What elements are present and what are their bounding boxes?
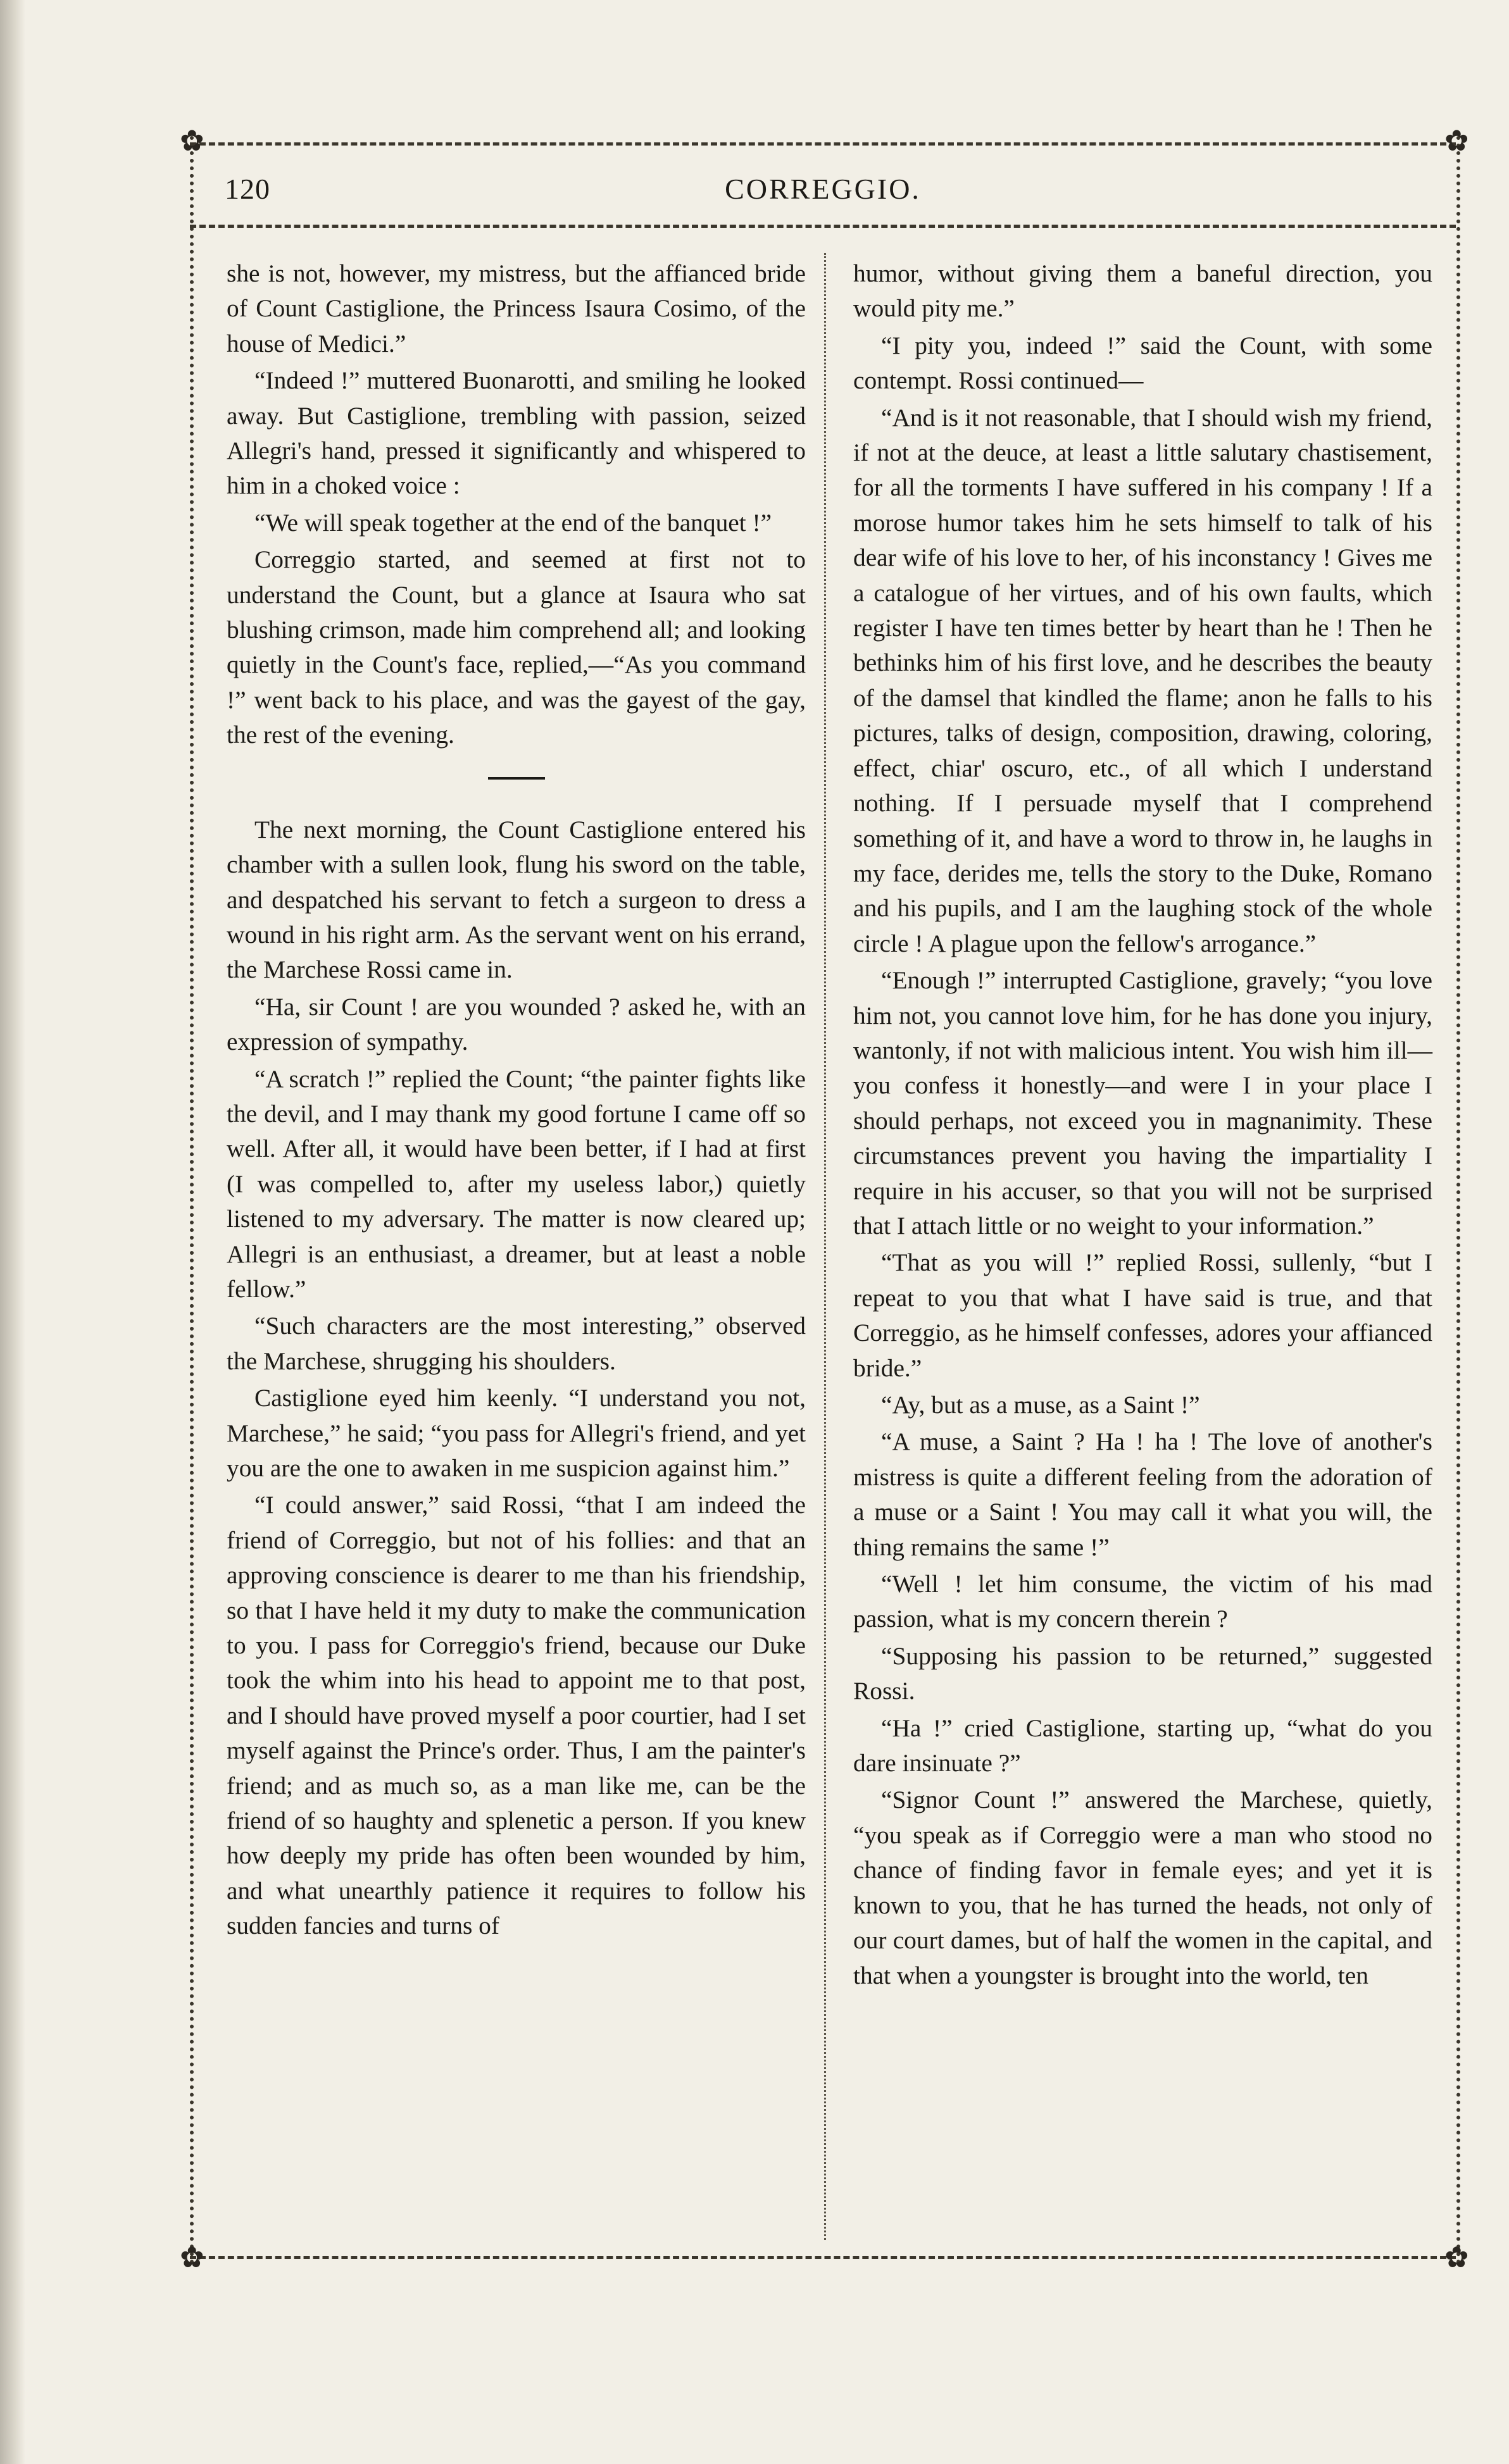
paragraph: “Indeed !” muttered Buonarotti, and smiling he looked away. But Castiglione, trembling with passion, seized Allegri's hand, pressed it significantly and whispered to him in a choked voice :: [227, 366, 806, 500]
paragraph: Castiglione eyed him keenly. “I understand you not, Marchese,” he said; “you pass for Allegri's friend, and yet you are the one to awaken in me suspicion against him.”: [227, 1384, 806, 1482]
ornamental-rule-top: [190, 142, 1456, 151]
paragraph: “Such characters are the most interesting,” observed the Marchese, shrugging his shoulders.: [227, 1312, 806, 1375]
paragraph: “A scratch !” replied the Count; “the painter fights like the devil, and I may thank my good fortune I came off so well. After all, it would have been better, if I had at first (I was compelled to, after my useless labor,) quietly listened to my adversary. The matter is now cleared up; Allegri is an enthusiast, a dreamer, but at least a noble fellow.”: [227, 1064, 806, 1303]
paragraph: Correggio started, and seemed at first not to understand the Count, but a glance at Isaura who sat blushing crimson, made him comprehend all; and looking quietly in the Count's face, replied,—“As you command !” went back to his place, and was the gayest of the gay, the rest of the evening.: [227, 545, 806, 749]
page-header: [225, 172, 1421, 216]
corner-flourish-icon: ✿: [180, 2241, 204, 2274]
ornamental-rule-bottom: [190, 2256, 1456, 2264]
corner-flourish-icon: ✿: [1444, 2241, 1469, 2274]
paragraph: “And is it not reasonable, that I should wish my friend, if not at the deuce, at least a little salutary chastisement, for all the torments I have suffered in his company ! If a morose humor takes him he sets himself to talk of his dear wife of his love to her, of his inconstancy ! Gives me a catalogue of her virtues, and of his own faults, which register I have ten times better by heart than he ! Then he bethinks him of his first love, and he describes the beauty of the damsel that kindled the flame; anon he falls to his pictures, talks of design, composition, drawing, coloring, effect, chiar' oscuro, etc., of all which I understand nothing. If I persuade myself that I comprehend something of it, and have a word to throw in, he laughs in my face, derides me, tells the story to the Duke, Romano and his pupils, and I am the laughing stock of the whole circle ! A plague upon the fellow's arrogance.”: [853, 403, 1432, 957]
paragraph: “Ay, but as a muse, as a Saint !”: [881, 1391, 1200, 1419]
paragraph: “That as you will !” replied Rossi, sullenly, “but I repeat to you that what I have said is true, and that Correggio, as he himself confesses, adores your affianced bride.”: [853, 1248, 1432, 1382]
paragraph: “I pity you, indeed !” said the Count, with some contempt. Rossi continued—: [853, 331, 1432, 395]
paragraph: “Supposing his passion to be returned,” suggested Rossi.: [853, 1641, 1432, 1705]
running-title: CORREGGIO.: [725, 173, 921, 205]
corner-flourish-icon: ✿: [1444, 125, 1469, 157]
ornamental-rule-header: [190, 225, 1456, 233]
paragraph: “We will speak together at the end of the banquet !”: [254, 508, 772, 537]
section-break: [488, 777, 545, 780]
page-number: 120: [225, 173, 270, 205]
scan-edge-shadow: [0, 0, 25, 2464]
paragraph: humor, without giving them a baneful direction, you would pity me.”: [853, 259, 1432, 323]
paragraph: “Ha, sir Count ! are you wounded ? asked he, with an expression of sympathy.: [227, 992, 806, 1056]
paragraph: “I could answer,” said Rossi, “that I am indeed the friend of Correggio, but not of his follies: and that an approving conscience is dearer to me than his friendship, so that I have held it my duty to make the communication to you. I pass for Correggio's friend, because our Duke took the whim into his head to appoint me to that post, and I should have proved myself a poor courtier, had I set myself against the Prince's order. Thus, I am the painter's friend; and as much so, as a man like me, can be the friend of so haughty and splenetic a person. If you knew how deeply my pride has often been wounded by him, and what unearthly patience it requires to follow his sudden fancies and turns of: [227, 1491, 806, 1940]
column-divider: [824, 253, 826, 2240]
paragraph: “Ha !” cried Castiglione, starting up, “what do you dare insinuate ?”: [853, 1714, 1432, 1777]
paragraph: “Well ! let him consume, the victim of his mad passion, what is my concern therein ?: [853, 1570, 1432, 1633]
left-column: [227, 256, 806, 1946]
paragraph: The next morning, the Count Castiglione entered his chamber with a sullen look, flung his sword on the table, and despatched his servant to fetch a surgeon to dress a wound in his right arm. As the servant went on his errand, the Marchese Rossi came in.: [227, 815, 806, 984]
paragraph: “Enough !” interrupted Castiglione, gravely; “you love him not, you cannot love him, for he has done you injury, wantonly, if not with malicious intent. You wish him ill—you confess it honestly—and were I in your place I should perhaps, not exceed you in magnanimity. These circumstances prevent you having the impartiality I require in his accuser, so that you will not be surprised that I attach little or no weight to your information.”: [853, 966, 1432, 1240]
paragraph: “Signor Count !” answered the Marchese, quietly, “you speak as if Correggio were a man who stood no chance of finding favor in female eyes; and yet it is known to you, that he has turned the heads, not only of our court dames, but of half the women in the capital, and that when a youngster is brought into the world, ten: [853, 1786, 1432, 1989]
corner-flourish-icon: ✿: [180, 125, 204, 157]
right-column: [853, 256, 1432, 1995]
paragraph: she is not, however, my mistress, but the affianced bride of Count Castiglione, the Princess Isaura Cosimo, of the house of Medici.”: [227, 259, 806, 358]
paragraph: “A muse, a Saint ? Ha ! ha ! The love of another's mistress is quite a different feeling from the adoration of a muse or a Saint ! You may call it what you will, the thing remains the same !”: [853, 1428, 1432, 1561]
